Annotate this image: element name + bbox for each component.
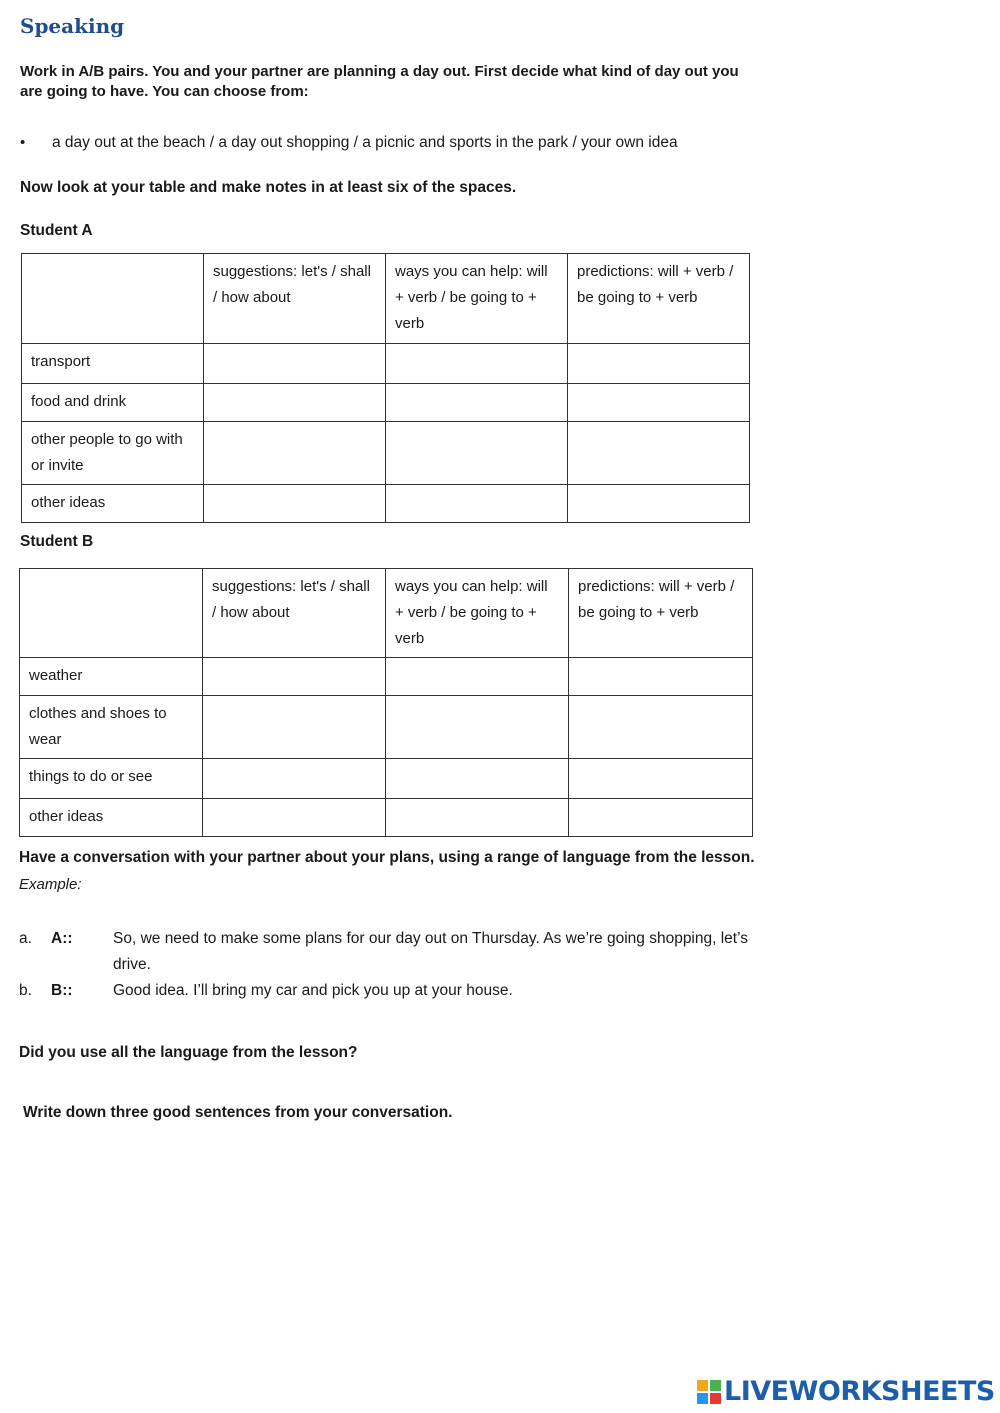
note-cell[interactable] [386, 422, 568, 485]
note-cell[interactable] [569, 658, 753, 696]
row-label: weather [20, 658, 203, 696]
speaker-label: B:: [51, 982, 73, 999]
table-row [20, 696, 753, 759]
note-cell[interactable] [203, 799, 386, 837]
question-language: Did you use all the language from the lesson? [19, 1044, 358, 1061]
row-label: other people to go with or invite [22, 422, 204, 485]
note-cell[interactable] [386, 344, 568, 384]
line-letter: a. [19, 930, 32, 947]
student-a-label: Student A [20, 222, 93, 239]
table-header-cell: predictions: will + verb / be going to + verb [568, 254, 750, 344]
table-row [20, 759, 753, 799]
note-cell[interactable] [386, 485, 568, 523]
note-cell[interactable] [568, 344, 750, 384]
row-label: things to do or see [20, 759, 203, 799]
dialogue-line [19, 978, 759, 1004]
table-corner-cell [22, 254, 204, 344]
note-cell[interactable] [386, 696, 569, 759]
note-cell[interactable] [203, 759, 386, 799]
row-label: other ideas [20, 799, 203, 837]
note-cell[interactable] [569, 696, 753, 759]
note-cell[interactable] [386, 384, 568, 422]
table-header-cell: ways you can help: will + verb / be going to + verb [386, 569, 569, 658]
note-cell[interactable] [204, 344, 386, 384]
note-cell[interactable] [203, 696, 386, 759]
row-label: other ideas [22, 485, 204, 523]
line-letter: b. [19, 982, 32, 999]
note-cell[interactable] [568, 485, 750, 523]
student-b-label: Student B [20, 533, 94, 550]
line-text: Good idea. I’ll bring my car and pick you up at your house. [113, 982, 513, 999]
table-header-row [22, 254, 750, 344]
dialogue-line [19, 926, 759, 978]
row-label: food and drink [22, 384, 204, 422]
table-corner-cell [20, 569, 203, 658]
table-header-cell: ways you can help: will + verb / be going to + verb [386, 254, 568, 344]
row-label: transport [22, 344, 204, 384]
note-cell[interactable] [386, 658, 569, 696]
note-cell[interactable] [386, 799, 569, 837]
note-cell[interactable] [204, 422, 386, 485]
options-text: a day out at the beach / a day out shopping / a picnic and sports in the park / your own idea [52, 134, 678, 151]
bullet-icon: • [20, 134, 26, 151]
table-header-cell: predictions: will + verb / be going to + verb [569, 569, 753, 658]
logo-text: LIVEWORKSHEETS [724, 1376, 995, 1407]
note-cell[interactable] [386, 759, 569, 799]
table-instruction: Now look at your table and make notes in at least six of the spaces. [20, 179, 517, 196]
example-label: Example: [19, 876, 82, 893]
liveworksheets-logo [697, 1376, 995, 1407]
conversation-instruction: Have a conversation with your partner about your plans, using a range of language from the lesson. [19, 849, 755, 866]
student-b-table [19, 568, 753, 837]
page-title: Speaking [20, 14, 125, 38]
note-cell[interactable] [203, 658, 386, 696]
example-dialogue [19, 926, 759, 1004]
note-cell[interactable] [568, 422, 750, 485]
note-cell[interactable] [568, 384, 750, 422]
note-cell[interactable] [204, 485, 386, 523]
note-cell[interactable] [204, 384, 386, 422]
note-cell[interactable] [569, 759, 753, 799]
table-row [22, 384, 750, 422]
note-cell[interactable] [569, 799, 753, 837]
table-row [20, 799, 753, 837]
table-row [22, 344, 750, 384]
table-header-cell: suggestions: let's / shall / how about [204, 254, 386, 344]
table-header-row [20, 569, 753, 658]
logo-blocks-icon [697, 1380, 721, 1404]
table-row [20, 658, 753, 696]
student-a-table [21, 253, 750, 523]
speaker-label: A:: [51, 930, 73, 947]
table-row [22, 422, 750, 485]
table-row [22, 485, 750, 523]
options-bullet [20, 132, 780, 154]
intro-text: Work in A/B pairs. You and your partner are planning a day out. First decide what kind of day out you are going to have. You can choose from: [20, 63, 739, 100]
table-header-cell: suggestions: let's / shall / how about [203, 569, 386, 658]
line-text: So, we need to make some plans for our day out on Thursday. As we’re going shopping, let’s drive. [113, 930, 749, 973]
question-sentences: Write down three good sentences from your conversation. [23, 1104, 453, 1121]
row-label: clothes and shoes to wear [20, 696, 203, 759]
